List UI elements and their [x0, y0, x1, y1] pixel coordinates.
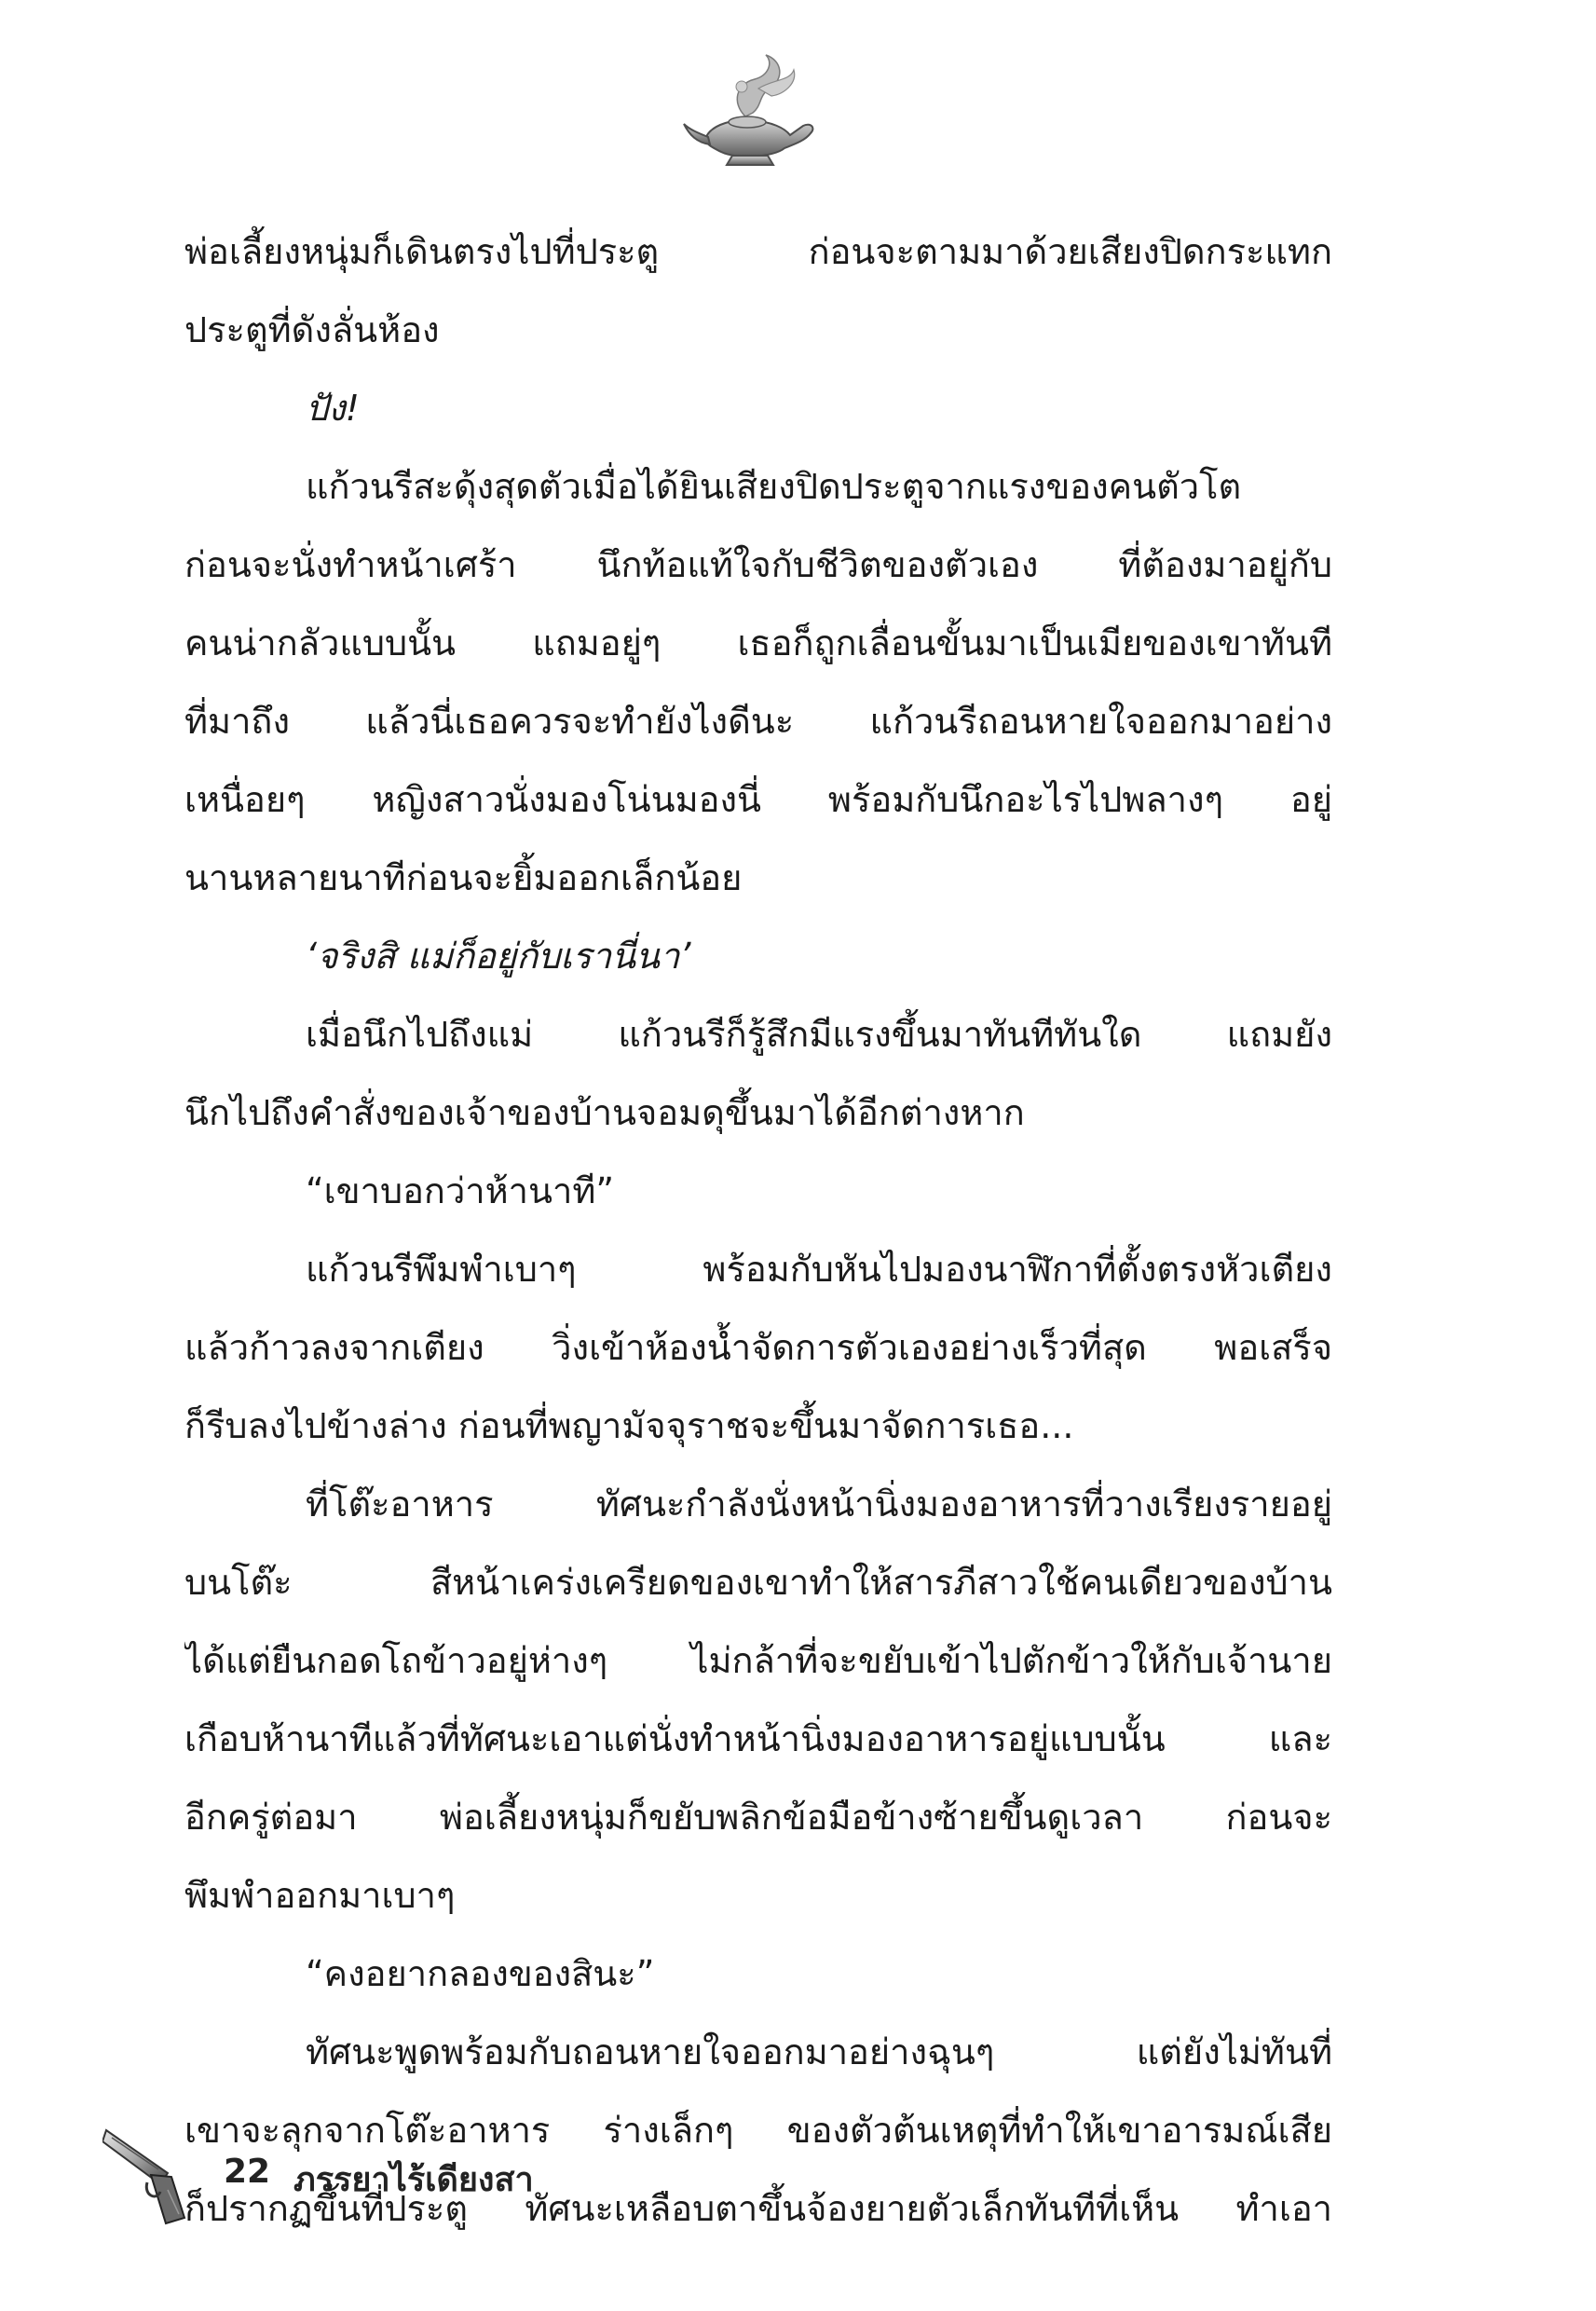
text-line: “คงอยากลองของสินะ”: [306, 1953, 655, 1994]
pistol-icon: [102, 2125, 191, 2227]
text-line: แก้วนรีพึมพำเบาๆ พร้อมกับหันไปมองนาฬิกาที่ตั้งตรงหัวเตียง: [306, 1249, 1332, 1290]
text-line: พึมพำออกมาเบาๆ: [184, 1875, 456, 1916]
text-line: นึกไปถึงคำสั่งของเจ้าของบ้านจอมดุขึ้นมาได้อีกต่างหาก: [184, 1092, 1025, 1133]
page-number: 22: [224, 2153, 271, 2191]
body-text: [184, 212, 1332, 2248]
text-line: ที่มาถึง แล้วนี่เธอควรจะทำยังไงดีนะ แก้วนรีถอนหายใจออกมาอย่าง: [184, 701, 1332, 742]
text-line: ทัศนะพูดพร้อมกับถอนหายใจออกมาอย่างฉุนๆ แต่ยังไม่ทันที่: [306, 2031, 1332, 2072]
text-line: เหนื่อยๆ หญิงสาวนั่งมองโน่นมองนี่ พร้อมกับนึกอะไรไปพลางๆ อยู่: [184, 779, 1332, 820]
text-line: ก็ปรากฏขึ้นที่ประตู ทัศนะเหลือบตาขึ้นจ้องยายตัวเล็กทันทีที่เห็น ทำเอา: [184, 2188, 1332, 2229]
text-line: ก่อนจะนั่งทำหน้าเศร้า นึกท้อแท้ใจกับชีวิตของตัวเอง ที่ต้องมาอยู่กับ: [184, 544, 1332, 585]
text-line: ที่โต๊ะอาหาร ทัศนะกำลังนั่งหน้านิ่งมองอาหารที่วางเรียงรายอยู่: [306, 1484, 1332, 1525]
text-line: แก้วนรีสะดุ้งสุดตัวเมื่อได้ยินเสียงปิดประตูจากแรงของคนตัวโต: [306, 466, 1242, 507]
text-line: เขาจะลุกจากโต๊ะอาหาร ร่างเล็กๆ ของตัวต้นเหตุที่ทำให้เขาอารมณ์เสีย: [184, 2110, 1332, 2151]
text-line: ก็รีบลงไปข้างล่าง ก่อนที่พญามัจจุราชจะขึ้นมาจัดการเธอ...: [184, 1405, 1074, 1446]
book-title: ภรรยาไร้เดียงสา: [293, 2161, 534, 2199]
text-line: ได้แต่ยืนกอดโถข้าวอยู่ห่างๆ ไม่กล้าที่จะขยับเข้าไปตักข้าวให้กับเจ้านาย: [184, 1640, 1332, 1681]
page-footer: [102, 2125, 755, 2227]
text-line: บนโต๊ะ สีหน้าเคร่งเครียดของเขาทำให้สารภีสาวใช้คนเดียวของบ้าน: [184, 1562, 1332, 1603]
text-line: เมื่อนึกไปถึงแม่ แก้วนรีก็รู้สึกมีแรงขึ้นมาทันทีทันใด แถมยัง: [306, 1014, 1332, 1055]
text-line: อีกครู่ต่อมา พ่อเลี้ยงหนุ่มก็ขยับพลิกข้อมือข้างซ้ายขึ้นดูเวลา ก่อนจะ: [184, 1797, 1332, 1838]
text-line: นานหลายนาทีก่อนจะยิ้มออกเล็กน้อย: [184, 857, 743, 898]
text-line: ‘จริงสิ แม่ก็อยู่กับเรานี่นา’: [306, 936, 691, 977]
text-line: “เขาบอกว่าห้านาที”: [306, 1170, 615, 1211]
text-line: พ่อเลี้ยงหนุ่มก็เดินตรงไปที่ประตู ก่อนจะตามมาด้วยเสียงปิดกระแทก: [184, 231, 1332, 272]
text-line: เกือบห้านาทีแล้วที่ทัศนะเอาแต่นั่งทำหน้านิ่งมองอาหารอยู่แบบนั้น และ: [184, 1718, 1332, 1759]
text-line: แล้วก้าวลงจากเตียง วิ่งเข้าห้องน้ำจัดการตัวเองอย่างเร็วที่สุด พอเสร็จ: [184, 1327, 1332, 1368]
text-line: ประตูที่ดังลั่นห้อง: [184, 309, 440, 350]
genie-lamp-icon: [680, 51, 820, 172]
text-line: ปัง!: [306, 388, 360, 429]
text-line: คนน่ากลัวแบบนั้น แถมอยู่ๆ เธอก็ถูกเลื่อนขั้นมาเป็นเมียของเขาทันที: [184, 622, 1332, 663]
